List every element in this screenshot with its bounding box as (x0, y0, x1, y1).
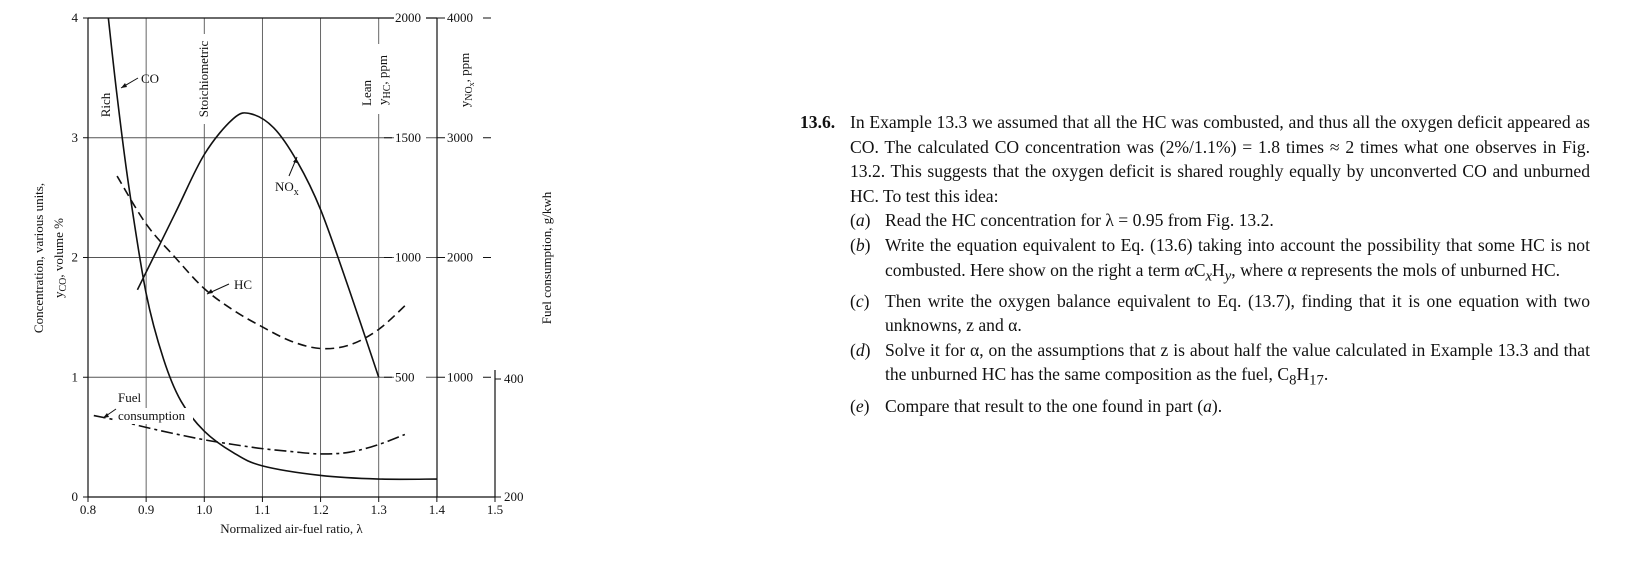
part-text: Read the HC concentration for λ = 0.95 from Fig. 13.2. (885, 210, 1274, 231)
nox-tick-label: 3000 (447, 129, 473, 145)
fuel-axis-title: Fuel consumption, g/kwh (539, 191, 554, 325)
part-text: Solve it for α, on the assumptions that z is about half the value calculated in Example 13.3 and that the unburned HC has the same composition as the fuel, $C_8H_{17}$. (885, 339, 1590, 389)
x-tick-label: 0.9 (138, 502, 155, 517)
problem-13-6 (800, 110, 1590, 418)
emissions-chart (0, 0, 600, 564)
hc-tick-label: 1500 (395, 129, 421, 145)
y-tick-label: 1 (71, 369, 78, 385)
problem-number: 13.6. (800, 112, 836, 132)
part-text: Then write the oxygen balance equivalent to Eq. (13.7), finding that it is one equation with two unknowns, z and α. (885, 290, 1590, 336)
label-nox: $NO_x$ (275, 179, 299, 198)
hc-tick-label: 500 (395, 369, 415, 385)
arrow-fuel (103, 413, 109, 418)
part-text: Write the equation equivalent to Eq. (13.6) taking into account the possibility that some HC is not combusted. Here show on the right a term $\alpha C_xH_y$, where α represents the mols of unburned HC. (885, 234, 1590, 285)
y-tick-label: 0 (71, 489, 78, 504)
chart-labels (31, 34, 554, 536)
y-tick-label: 2 (71, 249, 78, 265)
curve-nox (137, 113, 378, 377)
x-tick-label: 1.2 (312, 502, 329, 517)
nox-tick-label: 4000 (447, 10, 473, 25)
label-fuel-line2: consumption (118, 408, 186, 423)
x-tick-label: 0.8 (79, 502, 97, 517)
part-label: (a) (850, 210, 871, 231)
x-axis-title: Normalized air-fuel ratio, λ (220, 521, 363, 536)
problem-part-d (850, 338, 1590, 394)
part-label: (d) (850, 339, 871, 360)
part-label: (b) (850, 234, 871, 255)
x-tick-label: 1.3 (370, 502, 387, 517)
y-axis-title-line2: $y_{CO}$, volume % (51, 218, 69, 298)
nox-tick-label: 2000 (447, 249, 473, 265)
problem-part-c (850, 289, 1590, 338)
part-text: Compare that result to the one found in part (a). (885, 395, 1223, 416)
problem-intro: In Example 13.3 we assumed that all the HC was combusted, and thus all the oxygen deficit appeared as CO. The calculated CO concentration was (2%/1.1%) = 1.8 times ≈ 2 times what one observes in Fig. 13.2. This suggests that the oxygen deficit is shared roughly equally by unconverted CO and unburned HC. To test this idea: (850, 112, 1590, 206)
chart-axes (72, 10, 524, 517)
problem-part-b (850, 233, 1590, 289)
fuel-tick-label: 400 (504, 371, 524, 386)
arrow-co (121, 83, 127, 88)
nox-axis-title: $y_{NO}x$, ppm (457, 52, 476, 108)
hc-tick-label: 2000 (395, 10, 421, 25)
y-tick-label: 3 (71, 129, 78, 145)
region-label-rich: Rich (98, 92, 113, 118)
x-tick-label: 1.4 (428, 502, 445, 517)
x-tick-label: 1.0 (196, 502, 213, 517)
region-label-stoich: Stoichiometric (196, 40, 211, 118)
label-fuel-line1: Fuel (118, 390, 142, 405)
region-label-lean: Lean (359, 80, 374, 106)
x-tick-label: 1.5 (486, 502, 504, 517)
nox-tick-label: 1000 (447, 369, 473, 385)
label-hc: HC (234, 277, 253, 292)
hc-tick-label: 1000 (395, 249, 421, 265)
y-axis-title-line1: Concentration, various units, (31, 182, 46, 334)
x-tick-label: 1.1 (254, 502, 271, 517)
problem-part-e (850, 394, 1590, 419)
problem-part-a (850, 208, 1590, 233)
part-label: (c) (850, 290, 870, 311)
label-co: CO (141, 71, 160, 86)
fuel-tick-label: 200 (504, 489, 524, 504)
y-tick-label: 4 (71, 10, 78, 25)
hc-axis-title: $y_{HC}$, ppm (375, 54, 393, 106)
part-label: (e) (850, 395, 870, 416)
